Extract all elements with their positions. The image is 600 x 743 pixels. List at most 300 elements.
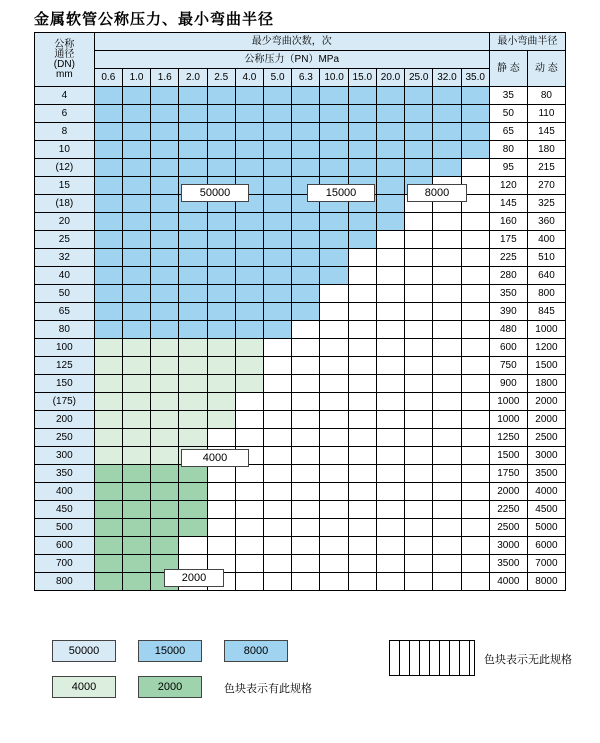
cell-r12-c9: [348, 303, 376, 321]
cell-r27-c5: [235, 573, 263, 591]
cell-r9-c10: [376, 249, 404, 267]
cell-r14-c8: [320, 339, 348, 357]
cell-r7-c10: [376, 213, 404, 231]
cell-r5-c1: [122, 177, 150, 195]
cell-r15-c3: [179, 357, 207, 375]
cell-r27-c6: [264, 573, 292, 591]
cell-r0-c1: [122, 87, 150, 105]
cell-r2-c9: [348, 123, 376, 141]
row-static-radius: 225: [489, 249, 527, 267]
cell-r3-c2: [151, 141, 179, 159]
cell-r22-c1: [122, 483, 150, 501]
cell-r17-c10: [376, 393, 404, 411]
table-row: [35, 267, 566, 285]
cell-r24-c3: [179, 519, 207, 537]
cell-r22-c4: [207, 483, 235, 501]
row-dn-label: 40: [35, 267, 95, 285]
cell-r20-c13: [461, 447, 489, 465]
cell-r14-c5: [235, 339, 263, 357]
cell-r19-c6: [264, 429, 292, 447]
row-static-radius: 175: [489, 231, 527, 249]
cell-r2-c10: [376, 123, 404, 141]
cell-r10-c12: [433, 267, 461, 285]
cell-r13-c13: [461, 321, 489, 339]
cell-r17-c11: [405, 393, 433, 411]
cell-r7-c12: [433, 213, 461, 231]
cell-r0-c12: [433, 87, 461, 105]
cell-r17-c1: [122, 393, 150, 411]
cell-r18-c2: [151, 411, 179, 429]
row-static-radius: 600: [489, 339, 527, 357]
cell-r21-c11: [405, 465, 433, 483]
cell-r3-c11: [405, 141, 433, 159]
cell-r3-c1: [122, 141, 150, 159]
legend-key-8000: 8000: [224, 640, 288, 662]
cell-r22-c5: [235, 483, 263, 501]
cell-r21-c5: [235, 465, 263, 483]
cell-r4-c6: [264, 159, 292, 177]
cell-r13-c7: [292, 321, 320, 339]
cell-r16-c5: [235, 375, 263, 393]
pressure-col-9: 15.0: [348, 69, 376, 87]
cell-r13-c3: [179, 321, 207, 339]
cell-r12-c10: [376, 303, 404, 321]
cell-r3-c13: [461, 141, 489, 159]
cell-r26-c1: [122, 555, 150, 573]
table-row: [35, 105, 566, 123]
cell-r20-c6: [264, 447, 292, 465]
table-row: [35, 285, 566, 303]
row-dynamic-radius: 1200: [527, 339, 565, 357]
cell-r11-c3: [179, 285, 207, 303]
cell-r11-c2: [151, 285, 179, 303]
cell-r10-c5: [235, 267, 263, 285]
row-dn-label: 700: [35, 555, 95, 573]
cell-r10-c0: [94, 267, 122, 285]
cell-r23-c10: [376, 501, 404, 519]
cell-r11-c10: [376, 285, 404, 303]
cell-r23-c3: [179, 501, 207, 519]
cell-r9-c2: [151, 249, 179, 267]
cell-r21-c9: [348, 465, 376, 483]
cell-r24-c13: [461, 519, 489, 537]
row-dynamic-radius: 3000: [527, 447, 565, 465]
dn-header-cell: [35, 33, 95, 87]
cell-r14-c10: [376, 339, 404, 357]
cell-r27-c11: [405, 573, 433, 591]
row-dynamic-radius: 1500: [527, 357, 565, 375]
cell-r24-c1: [122, 519, 150, 537]
cell-r3-c8: [320, 141, 348, 159]
cell-r22-c6: [264, 483, 292, 501]
cell-r23-c4: [207, 501, 235, 519]
table-row: [35, 411, 566, 429]
cell-r0-c8: [320, 87, 348, 105]
cell-r4-c4: [207, 159, 235, 177]
row-dn-label: (175): [35, 393, 95, 411]
cell-r17-c2: [151, 393, 179, 411]
cell-r4-c2: [151, 159, 179, 177]
table-row: [35, 393, 566, 411]
cell-r13-c9: [348, 321, 376, 339]
cell-r23-c12: [433, 501, 461, 519]
cell-r14-c1: [122, 339, 150, 357]
cell-r25-c10: [376, 537, 404, 555]
cell-r10-c9: [348, 267, 376, 285]
cell-r22-c2: [151, 483, 179, 501]
cell-r11-c13: [461, 285, 489, 303]
header-row-3: [35, 69, 566, 87]
row-dn-label: 20: [35, 213, 95, 231]
pressure-col-5: 4.0: [235, 69, 263, 87]
cell-r1-c6: [264, 105, 292, 123]
cell-r20-c12: [433, 447, 461, 465]
cell-r21-c3: [179, 465, 207, 483]
static-header: 静 态: [489, 51, 527, 87]
cell-r17-c13: [461, 393, 489, 411]
cell-r1-c5: [235, 105, 263, 123]
cell-r19-c7: [292, 429, 320, 447]
cell-r7-c6: [264, 213, 292, 231]
legend-key-4000: 4000: [52, 676, 116, 698]
cell-r10-c13: [461, 267, 489, 285]
cell-r17-c5: [235, 393, 263, 411]
cell-r24-c10: [376, 519, 404, 537]
overlay-value-8000: 8000: [407, 184, 467, 202]
row-static-radius: 1500: [489, 447, 527, 465]
row-static-radius: 1750: [489, 465, 527, 483]
cell-r16-c6: [264, 375, 292, 393]
cell-r2-c1: [122, 123, 150, 141]
legend-key-15000: 15000: [138, 640, 202, 662]
cell-r16-c9: [348, 375, 376, 393]
row-dynamic-radius: 7000: [527, 555, 565, 573]
cell-r14-c3: [179, 339, 207, 357]
cell-r16-c0: [94, 375, 122, 393]
cell-r9-c11: [405, 249, 433, 267]
cell-r12-c0: [94, 303, 122, 321]
cell-r23-c13: [461, 501, 489, 519]
cell-r11-c9: [348, 285, 376, 303]
cell-r20-c7: [292, 447, 320, 465]
cell-r15-c1: [122, 357, 150, 375]
cell-r13-c0: [94, 321, 122, 339]
cell-r3-c9: [348, 141, 376, 159]
table-row: [35, 537, 566, 555]
cell-r7-c13: [461, 213, 489, 231]
pressure-col-0: 0.6: [94, 69, 122, 87]
cell-r2-c4: [207, 123, 235, 141]
row-dn-label: 4: [35, 87, 95, 105]
cell-r23-c2: [151, 501, 179, 519]
cell-r22-c7: [292, 483, 320, 501]
cell-r8-c3: [179, 231, 207, 249]
cell-r11-c0: [94, 285, 122, 303]
cell-r8-c10: [376, 231, 404, 249]
cell-r11-c4: [207, 285, 235, 303]
cell-r23-c0: [94, 501, 122, 519]
cell-r14-c4: [207, 339, 235, 357]
cell-r8-c12: [433, 231, 461, 249]
cell-r24-c0: [94, 519, 122, 537]
cell-r20-c8: [320, 447, 348, 465]
row-dynamic-radius: 4000: [527, 483, 565, 501]
pressure-col-7: 6.3: [292, 69, 320, 87]
cell-r25-c1: [122, 537, 150, 555]
cell-r15-c12: [433, 357, 461, 375]
cell-r9-c13: [461, 249, 489, 267]
cell-r12-c2: [151, 303, 179, 321]
cell-r17-c12: [433, 393, 461, 411]
row-static-radius: 145: [489, 195, 527, 213]
cell-r13-c12: [433, 321, 461, 339]
row-dn-label: 150: [35, 375, 95, 393]
cell-r0-c2: [151, 87, 179, 105]
cell-r26-c12: [433, 555, 461, 573]
cell-r16-c2: [151, 375, 179, 393]
row-static-radius: 120: [489, 177, 527, 195]
row-static-radius: 65: [489, 123, 527, 141]
cell-r18-c7: [292, 411, 320, 429]
cell-r18-c1: [122, 411, 150, 429]
cell-r25-c8: [320, 537, 348, 555]
cell-r0-c6: [264, 87, 292, 105]
cell-r15-c7: [292, 357, 320, 375]
cell-r7-c11: [405, 213, 433, 231]
cell-r5-c2: [151, 177, 179, 195]
cell-r2-c5: [235, 123, 263, 141]
cell-r18-c5: [235, 411, 263, 429]
cell-r14-c13: [461, 339, 489, 357]
cell-r15-c13: [461, 357, 489, 375]
cell-r24-c4: [207, 519, 235, 537]
table-row: [35, 213, 566, 231]
cell-r8-c5: [235, 231, 263, 249]
cell-r16-c8: [320, 375, 348, 393]
cell-r14-c12: [433, 339, 461, 357]
cell-r10-c6: [264, 267, 292, 285]
table-row: [35, 159, 566, 177]
cell-r26-c8: [320, 555, 348, 573]
row-dn-label: 15: [35, 177, 95, 195]
cell-r17-c8: [320, 393, 348, 411]
cell-r3-c5: [235, 141, 263, 159]
cell-r8-c2: [151, 231, 179, 249]
cell-r7-c5: [235, 213, 263, 231]
cell-r6-c10: [376, 195, 404, 213]
overlay-value-50000: 50000: [181, 184, 249, 202]
cell-r18-c3: [179, 411, 207, 429]
cell-r3-c0: [94, 141, 122, 159]
cell-r20-c0: [94, 447, 122, 465]
cell-r19-c12: [433, 429, 461, 447]
cell-r20-c2: [151, 447, 179, 465]
cell-r1-c10: [376, 105, 404, 123]
cell-r27-c8: [320, 573, 348, 591]
cell-r19-c3: [179, 429, 207, 447]
pressure-col-11: 25.0: [405, 69, 433, 87]
row-static-radius: 900: [489, 375, 527, 393]
cell-r18-c8: [320, 411, 348, 429]
cell-r12-c5: [235, 303, 263, 321]
cell-r15-c8: [320, 357, 348, 375]
cell-r11-c1: [122, 285, 150, 303]
cell-r25-c9: [348, 537, 376, 555]
cell-r1-c13: [461, 105, 489, 123]
cell-r18-c12: [433, 411, 461, 429]
cell-r3-c7: [292, 141, 320, 159]
cell-r7-c8: [320, 213, 348, 231]
row-dynamic-radius: 640: [527, 267, 565, 285]
spec-table-wrapper: [34, 32, 566, 591]
cell-r0-c3: [179, 87, 207, 105]
cell-r12-c11: [405, 303, 433, 321]
bend-count-header: 最少弯曲次数，次: [94, 33, 489, 51]
cell-r16-c11: [405, 375, 433, 393]
cell-r19-c1: [122, 429, 150, 447]
cell-r7-c4: [207, 213, 235, 231]
cell-r14-c6: [264, 339, 292, 357]
row-static-radius: 480: [489, 321, 527, 339]
table-row: [35, 357, 566, 375]
cell-r11-c6: [264, 285, 292, 303]
legend-stripe-swatch: [389, 640, 475, 676]
cell-r26-c5: [235, 555, 263, 573]
cell-r15-c4: [207, 357, 235, 375]
row-dynamic-radius: 2500: [527, 429, 565, 447]
cell-r18-c6: [264, 411, 292, 429]
row-static-radius: 2500: [489, 519, 527, 537]
cell-r22-c10: [376, 483, 404, 501]
cell-r24-c2: [151, 519, 179, 537]
cell-r25-c5: [235, 537, 263, 555]
row-dn-label: 50: [35, 285, 95, 303]
cell-r15-c9: [348, 357, 376, 375]
cell-r24-c11: [405, 519, 433, 537]
row-dn-label: 8: [35, 123, 95, 141]
row-dynamic-radius: 4500: [527, 501, 565, 519]
row-dn-label: 300: [35, 447, 95, 465]
row-dynamic-radius: 180: [527, 141, 565, 159]
row-dynamic-radius: 360: [527, 213, 565, 231]
cell-r4-c11: [405, 159, 433, 177]
cell-r8-c6: [264, 231, 292, 249]
cell-r4-c7: [292, 159, 320, 177]
cell-r13-c8: [320, 321, 348, 339]
cell-r10-c2: [151, 267, 179, 285]
cell-r16-c10: [376, 375, 404, 393]
cell-r27-c1: [122, 573, 150, 591]
cell-r26-c9: [348, 555, 376, 573]
overlay-value-15000: 15000: [307, 184, 375, 202]
row-static-radius: 160: [489, 213, 527, 231]
cell-r23-c5: [235, 501, 263, 519]
row-dynamic-radius: 8000: [527, 573, 565, 591]
cell-r4-c12: [433, 159, 461, 177]
pressure-col-1: 1.0: [122, 69, 150, 87]
cell-r0-c7: [292, 87, 320, 105]
cell-r3-c10: [376, 141, 404, 159]
cell-r27-c12: [433, 573, 461, 591]
cell-r14-c11: [405, 339, 433, 357]
row-dynamic-radius: 145: [527, 123, 565, 141]
cell-r10-c11: [405, 267, 433, 285]
cell-r26-c13: [461, 555, 489, 573]
cell-r8-c13: [461, 231, 489, 249]
row-dynamic-radius: 1800: [527, 375, 565, 393]
cell-r12-c3: [179, 303, 207, 321]
table-row: [35, 321, 566, 339]
cell-r25-c2: [151, 537, 179, 555]
cell-r7-c7: [292, 213, 320, 231]
pressure-col-10: 20.0: [376, 69, 404, 87]
cell-r25-c7: [292, 537, 320, 555]
pressure-col-13: 35.0: [461, 69, 489, 87]
cell-r4-c10: [376, 159, 404, 177]
cell-r22-c3: [179, 483, 207, 501]
cell-r17-c9: [348, 393, 376, 411]
pressure-col-4: 2.5: [207, 69, 235, 87]
row-dn-label: 6: [35, 105, 95, 123]
cell-r27-c13: [461, 573, 489, 591]
row-dn-label: 450: [35, 501, 95, 519]
cell-r13-c10: [376, 321, 404, 339]
cell-r10-c1: [122, 267, 150, 285]
cell-r15-c0: [94, 357, 122, 375]
pressure-col-12: 32.0: [433, 69, 461, 87]
cell-r26-c10: [376, 555, 404, 573]
row-dn-label: 800: [35, 573, 95, 591]
cell-r1-c1: [122, 105, 150, 123]
cell-r4-c8: [320, 159, 348, 177]
cell-r13-c5: [235, 321, 263, 339]
row-static-radius: 95: [489, 159, 527, 177]
cell-r12-c1: [122, 303, 150, 321]
cell-r12-c12: [433, 303, 461, 321]
cell-r10-c8: [320, 267, 348, 285]
cell-r8-c0: [94, 231, 122, 249]
cell-r22-c13: [461, 483, 489, 501]
cell-r9-c9: [348, 249, 376, 267]
row-dynamic-radius: 845: [527, 303, 565, 321]
cell-r13-c6: [264, 321, 292, 339]
row-dynamic-radius: 510: [527, 249, 565, 267]
overlay-value-2000: 2000: [164, 569, 224, 587]
cell-r8-c4: [207, 231, 235, 249]
spec-table: [34, 32, 566, 591]
table-row: [35, 573, 566, 591]
cell-r14-c0: [94, 339, 122, 357]
pressure-col-2: 1.6: [151, 69, 179, 87]
cell-r6-c1: [122, 195, 150, 213]
cell-r1-c4: [207, 105, 235, 123]
cell-r7-c2: [151, 213, 179, 231]
cell-r27-c7: [292, 573, 320, 591]
overlay-value-4000: 4000: [181, 449, 249, 467]
cell-r21-c8: [320, 465, 348, 483]
row-static-radius: 3000: [489, 537, 527, 555]
cell-r2-c6: [264, 123, 292, 141]
cell-r0-c4: [207, 87, 235, 105]
cell-r18-c11: [405, 411, 433, 429]
cell-r15-c5: [235, 357, 263, 375]
cell-r5-c10: [376, 177, 404, 195]
cell-r7-c9: [348, 213, 376, 231]
pressure-header: 公称压力（PN）MPa: [94, 51, 489, 69]
cell-r27-c9: [348, 573, 376, 591]
cell-r24-c8: [320, 519, 348, 537]
table-row: [35, 141, 566, 159]
